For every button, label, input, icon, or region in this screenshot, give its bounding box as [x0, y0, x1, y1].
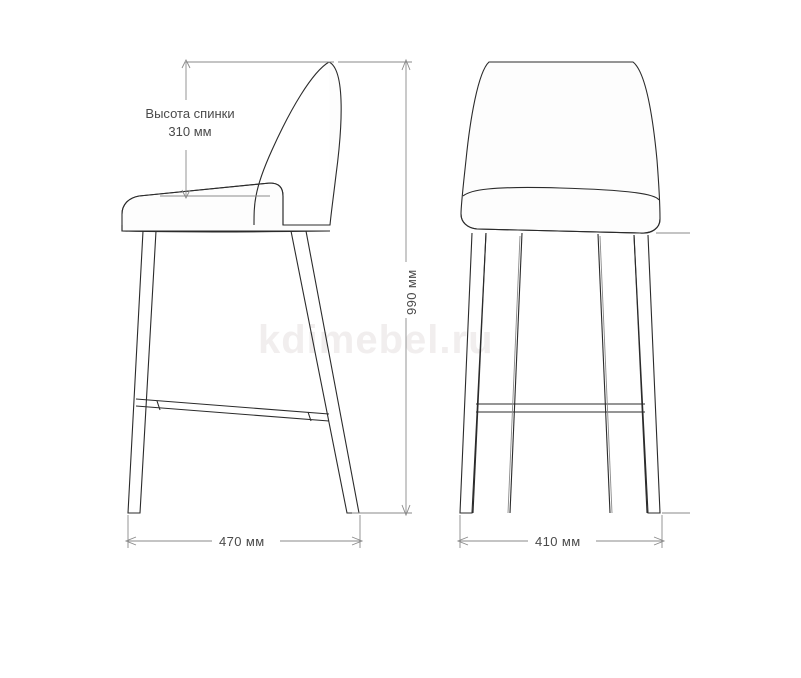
front-view-group — [460, 62, 660, 513]
watermark: kdimebel.ru — [258, 318, 494, 362]
front-width-label: 410 мм — [535, 534, 581, 549]
backrest-height-label-line2: 310 мм — [168, 124, 212, 139]
backrest-height-label — [135, 105, 245, 141]
backrest-height-label-line1: Высота спинки — [145, 106, 235, 121]
side-depth-label: 470 мм — [219, 534, 265, 549]
total-height-label: 990 мм — [404, 269, 419, 315]
